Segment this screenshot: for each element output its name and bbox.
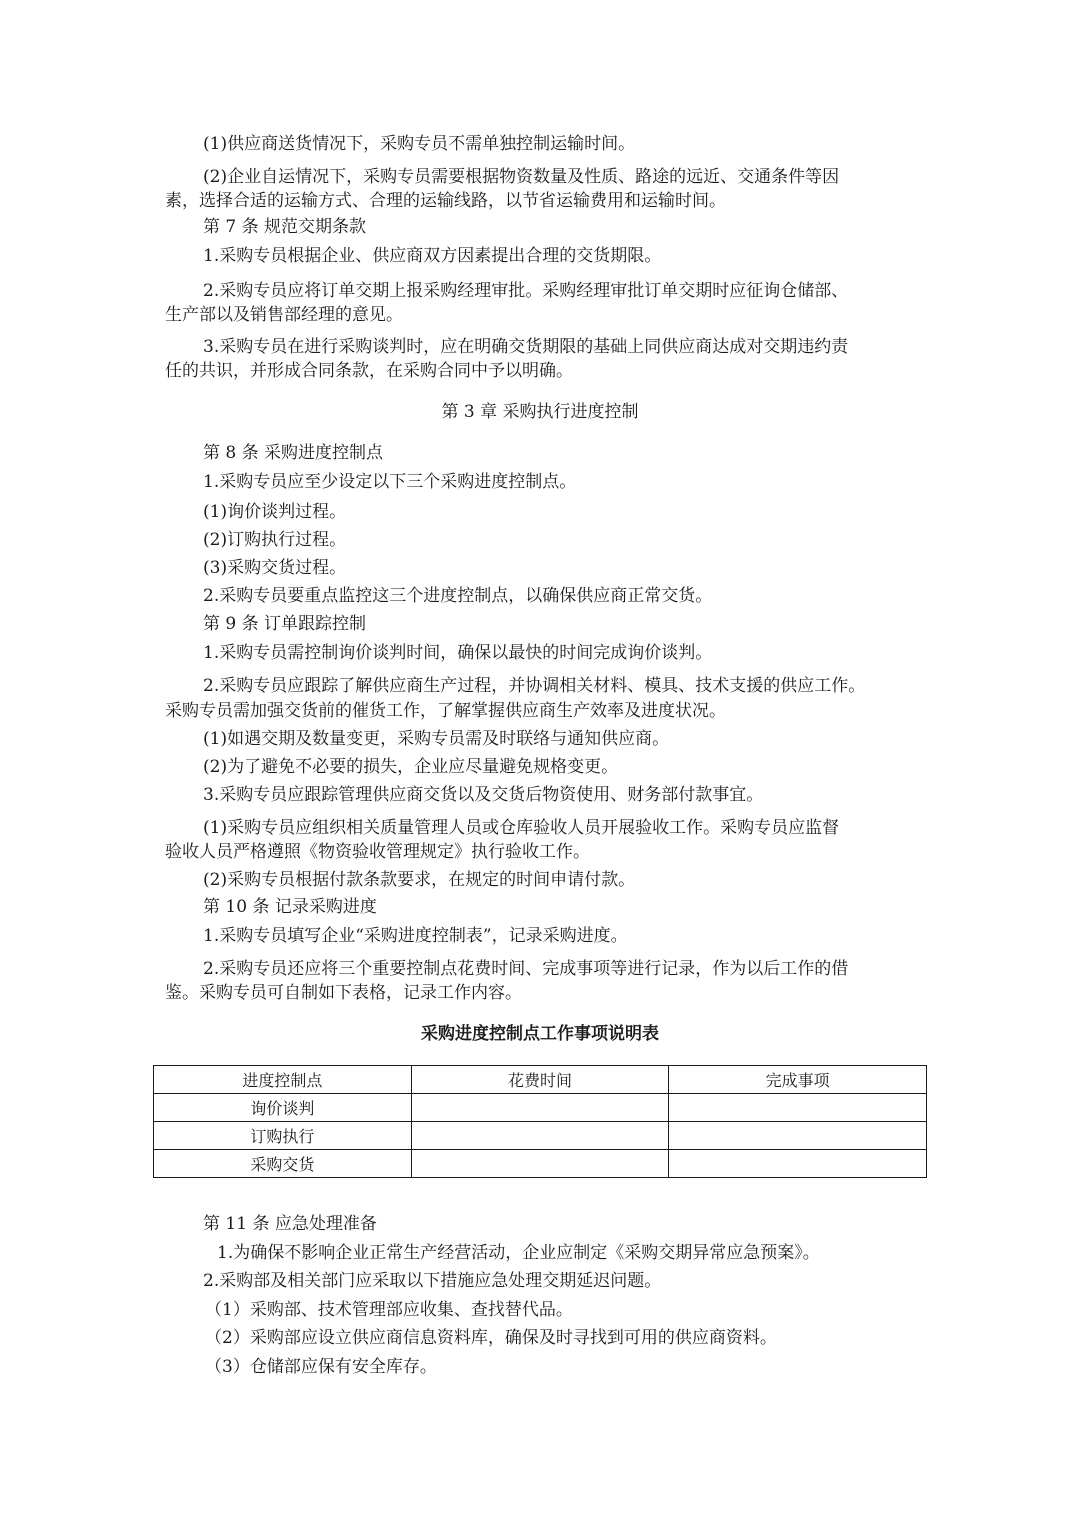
table-row: [154, 1122, 927, 1150]
table-header-cell: 花费时间: [411, 1066, 669, 1094]
table-cell: [411, 1094, 669, 1122]
paragraph-line: 2.采购专员应将订单交期上报采购经理审批。采购经理审批订单交期时应征询仓储部、: [203, 281, 849, 301]
list-item: (2)采购专员根据付款条款要求，在规定的时间申请付款。: [203, 870, 636, 890]
table-cell: [411, 1122, 669, 1150]
paragraph-line: (2)企业自运情况下，采购专员需要根据物资数量及性质、路途的远近、交通条件等因: [203, 167, 840, 187]
paragraph-line: 验收人员严格遵照《物资验收管理规定》执行验收工作。: [165, 842, 590, 862]
paragraph-line: 采购专员需加强交货前的催货工作，了解掌握供应商生产效率及进度状况。: [165, 701, 726, 721]
list-item: (1)询价谈判过程。: [203, 502, 347, 522]
article-heading: 第 11 条 应急处理准备: [203, 1214, 377, 1234]
paragraph-line: 2.采购部及相关部门应采取以下措施应急处理交期延迟问题。: [203, 1271, 662, 1291]
paragraph-line: 1.采购专员应至少设定以下三个采购进度控制点。: [203, 472, 577, 492]
article-heading: 第 10 条 记录采购进度: [203, 897, 377, 917]
paragraph-line: 3.采购专员在进行采购谈判时，应在明确交货期限的基础上同供应商达成对交期违约责: [203, 337, 849, 357]
progress-control-table: [153, 1065, 927, 1178]
table-title: 采购进度控制点工作事项说明表: [421, 1024, 659, 1044]
table-header-cell: 完成事项: [669, 1066, 927, 1094]
table-cell: [669, 1094, 927, 1122]
paragraph-line: 任的共识，并形成合同条款，在采购合同中予以明确。: [165, 361, 573, 381]
table-cell: [669, 1122, 927, 1150]
table-cell: 订购执行: [154, 1122, 412, 1150]
paragraph-line: 2.采购专员应跟踪了解供应商生产过程，并协调相关材料、模具、技术支援的供应工作。: [203, 676, 866, 696]
paragraph-line: 1.采购专员需控制询价谈判时间，确保以最快的时间完成询价谈判。: [203, 643, 713, 663]
table-cell: [669, 1150, 927, 1178]
article-heading: 第 9 条 订单跟踪控制: [203, 614, 367, 634]
paragraph-line: (1)供应商送货情况下，采购专员不需单独控制运输时间。: [203, 134, 636, 154]
paragraph-line: 2.采购专员还应将三个重要控制点花费时间、完成事项等进行记录，作为以后工作的借: [203, 959, 849, 979]
table-cell: [411, 1150, 669, 1178]
table-header-row: [154, 1066, 927, 1094]
article-heading: 第 8 条 采购进度控制点: [203, 443, 384, 463]
list-item: (1)如遇交期及数量变更，采购专员需及时联络与通知供应商。: [203, 729, 670, 749]
list-item: (1)采购专员应组织相关质量管理人员或仓库验收人员开展验收工作。采购专员应监督: [203, 818, 840, 838]
article-heading: 第 7 条 规范交期条款: [203, 217, 367, 237]
paragraph-line: 3.采购专员应跟踪管理供应商交货以及交货后物资使用、财务部付款事宜。: [203, 785, 764, 805]
list-item: （1）采购部、技术管理部应收集、查找替代品。: [205, 1300, 573, 1320]
paragraph-line: 素，选择合适的运输方式、合理的运输线路，以节省运输费用和运输时间。: [165, 191, 726, 211]
paragraph-line: 2.采购专员要重点监控这三个进度控制点，以确保供应商正常交货。: [203, 586, 713, 606]
paragraph-line: 1.采购专员根据企业、供应商双方因素提出合理的交货期限。: [203, 246, 662, 266]
paragraph-line: 1.为确保不影响企业正常生产经营活动，企业应制定《采购交期异常应急预案》。: [217, 1243, 820, 1263]
paragraph-line: 鉴。采购专员可自制如下表格，记录工作内容。: [165, 983, 522, 1003]
paragraph-line: 生产部以及销售部经理的意见。: [165, 305, 403, 325]
list-item: (2)订购执行过程。: [203, 530, 347, 550]
list-item: （3）仓储部应保有安全库存。: [205, 1357, 437, 1377]
table-cell: 采购交货: [154, 1150, 412, 1178]
list-item: (3)采购交货过程。: [203, 558, 347, 578]
list-item: (2)为了避免不必要的损失，企业应尽量避免规格变更。: [203, 757, 619, 777]
paragraph-line: 1.采购专员填写企业“采购进度控制表”，记录采购进度。: [203, 926, 628, 946]
table-header-cell: 进度控制点: [154, 1066, 412, 1094]
table-cell: 询价谈判: [154, 1094, 412, 1122]
table-row: [154, 1150, 927, 1178]
chapter-heading: 第 3 章 采购执行进度控制: [441, 402, 639, 422]
list-item: （2）采购部应设立供应商信息资料库，确保及时寻找到可用的供应商资料。: [205, 1328, 777, 1348]
table-row: [154, 1094, 927, 1122]
